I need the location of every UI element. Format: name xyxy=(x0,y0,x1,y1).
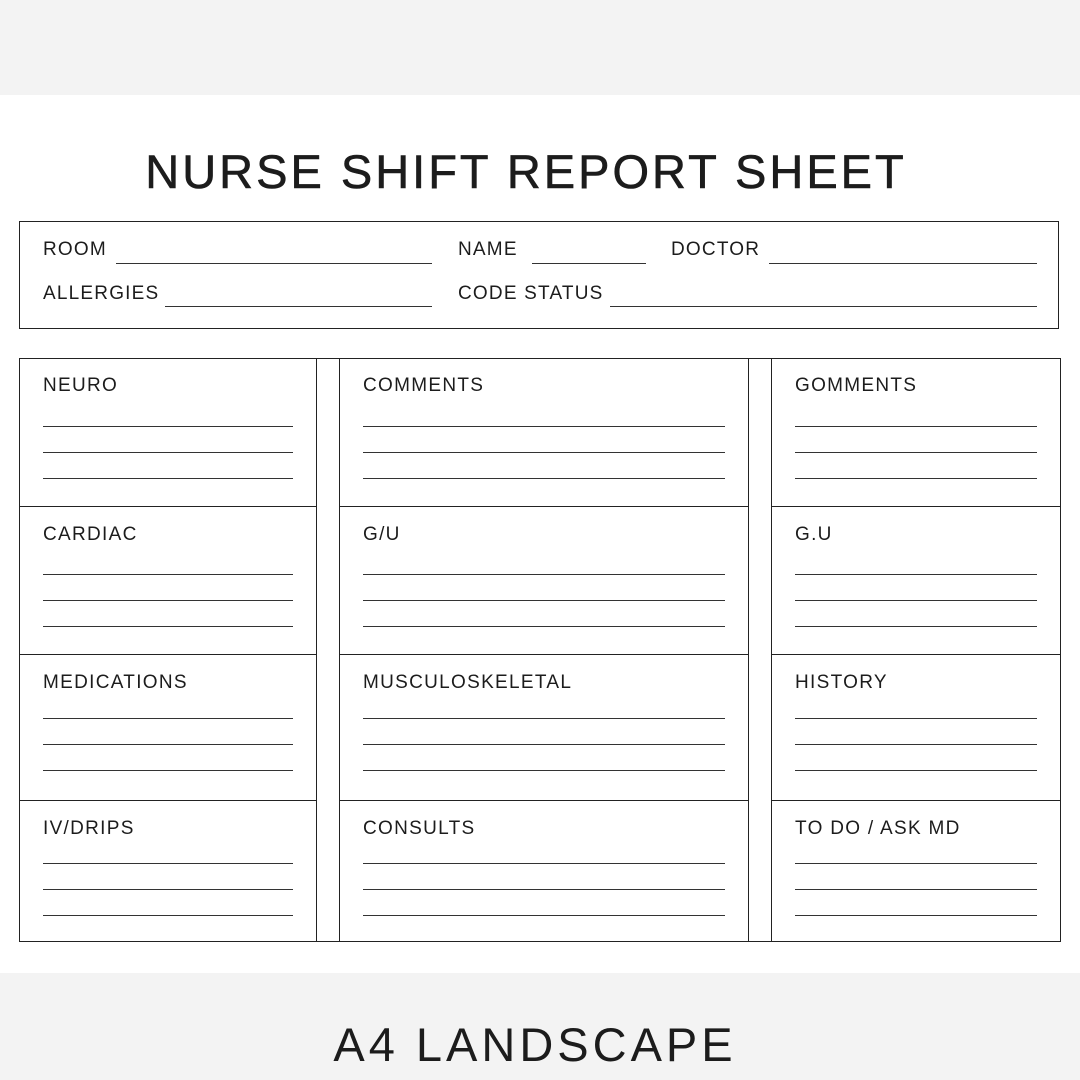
write-line[interactable] xyxy=(43,718,293,719)
cell-iv-drips xyxy=(20,801,316,942)
write-line[interactable] xyxy=(363,600,725,601)
cell-history xyxy=(772,655,1060,801)
column-notes xyxy=(771,358,1061,942)
write-line[interactable] xyxy=(795,915,1037,916)
write-line[interactable] xyxy=(43,770,293,771)
report-sheet xyxy=(0,95,1080,973)
write-line[interactable] xyxy=(43,626,293,627)
write-line[interactable] xyxy=(43,452,293,453)
write-line[interactable] xyxy=(363,574,725,575)
doctor-label: DOCTOR xyxy=(671,239,761,260)
cell-comments xyxy=(340,358,748,507)
column-comments xyxy=(339,358,749,942)
cell-label: TO DO / ASK MD xyxy=(795,818,961,839)
cell-gomments xyxy=(772,358,1060,507)
cell-gu xyxy=(340,507,748,655)
code-status-field[interactable] xyxy=(610,306,1037,307)
doctor-field[interactable] xyxy=(769,263,1037,264)
write-line[interactable] xyxy=(795,452,1037,453)
write-line[interactable] xyxy=(363,718,725,719)
cell-label: GOMMENTS xyxy=(795,375,918,396)
patient-info-box xyxy=(19,221,1059,329)
write-line[interactable] xyxy=(795,426,1037,427)
name-label: NAME xyxy=(458,239,518,260)
cell-musculoskeletal xyxy=(340,655,748,801)
write-line[interactable] xyxy=(795,600,1037,601)
name-field[interactable] xyxy=(532,263,646,264)
write-line[interactable] xyxy=(43,915,293,916)
cell-label: HISTORY xyxy=(795,672,888,693)
write-line[interactable] xyxy=(795,478,1037,479)
write-line[interactable] xyxy=(795,863,1037,864)
cell-label: MEDICATIONS xyxy=(43,672,188,693)
cell-label: IV/DRIPS xyxy=(43,818,135,839)
write-line[interactable] xyxy=(363,478,725,479)
write-line[interactable] xyxy=(43,426,293,427)
write-line[interactable] xyxy=(795,718,1037,719)
cell-label: COMMENTS xyxy=(363,375,485,396)
cell-label: G/U xyxy=(363,524,401,545)
write-line[interactable] xyxy=(43,863,293,864)
room-field[interactable] xyxy=(116,263,432,264)
column-body-systems xyxy=(19,358,317,942)
cell-consults xyxy=(340,801,748,942)
write-line[interactable] xyxy=(43,574,293,575)
write-line[interactable] xyxy=(363,863,725,864)
cell-label: G.U xyxy=(795,524,833,545)
write-line[interactable] xyxy=(43,600,293,601)
cell-label: NEURO xyxy=(43,375,119,396)
allergies-field[interactable] xyxy=(165,306,432,307)
write-line[interactable] xyxy=(795,744,1037,745)
write-line[interactable] xyxy=(795,770,1037,771)
write-line[interactable] xyxy=(795,574,1037,575)
cell-to-do xyxy=(772,801,1060,942)
cell-g-u xyxy=(772,507,1060,655)
cell-neuro xyxy=(20,358,316,507)
write-line[interactable] xyxy=(363,889,725,890)
write-line[interactable] xyxy=(795,889,1037,890)
write-line[interactable] xyxy=(363,452,725,453)
cell-medications xyxy=(20,655,316,801)
cell-label: CARDIAC xyxy=(43,524,138,545)
cell-label: MUSCULOSKELETAL xyxy=(363,672,573,693)
write-line[interactable] xyxy=(363,915,725,916)
write-line[interactable] xyxy=(43,889,293,890)
cell-label: CONSULTS xyxy=(363,818,476,839)
write-line[interactable] xyxy=(363,426,725,427)
room-label: ROOM xyxy=(43,239,107,260)
write-line[interactable] xyxy=(795,626,1037,627)
write-line[interactable] xyxy=(363,744,725,745)
page-title: NURSE SHIFT REPORT SHEET xyxy=(145,145,907,198)
write-line[interactable] xyxy=(363,626,725,627)
code-status-label: CODE STATUS xyxy=(458,283,604,304)
cell-cardiac xyxy=(20,507,316,655)
allergies-label: ALLERGIES xyxy=(43,283,160,304)
write-line[interactable] xyxy=(363,770,725,771)
format-caption: A4 LANDSCAPE xyxy=(333,1018,737,1071)
write-line[interactable] xyxy=(43,744,293,745)
write-line[interactable] xyxy=(43,478,293,479)
